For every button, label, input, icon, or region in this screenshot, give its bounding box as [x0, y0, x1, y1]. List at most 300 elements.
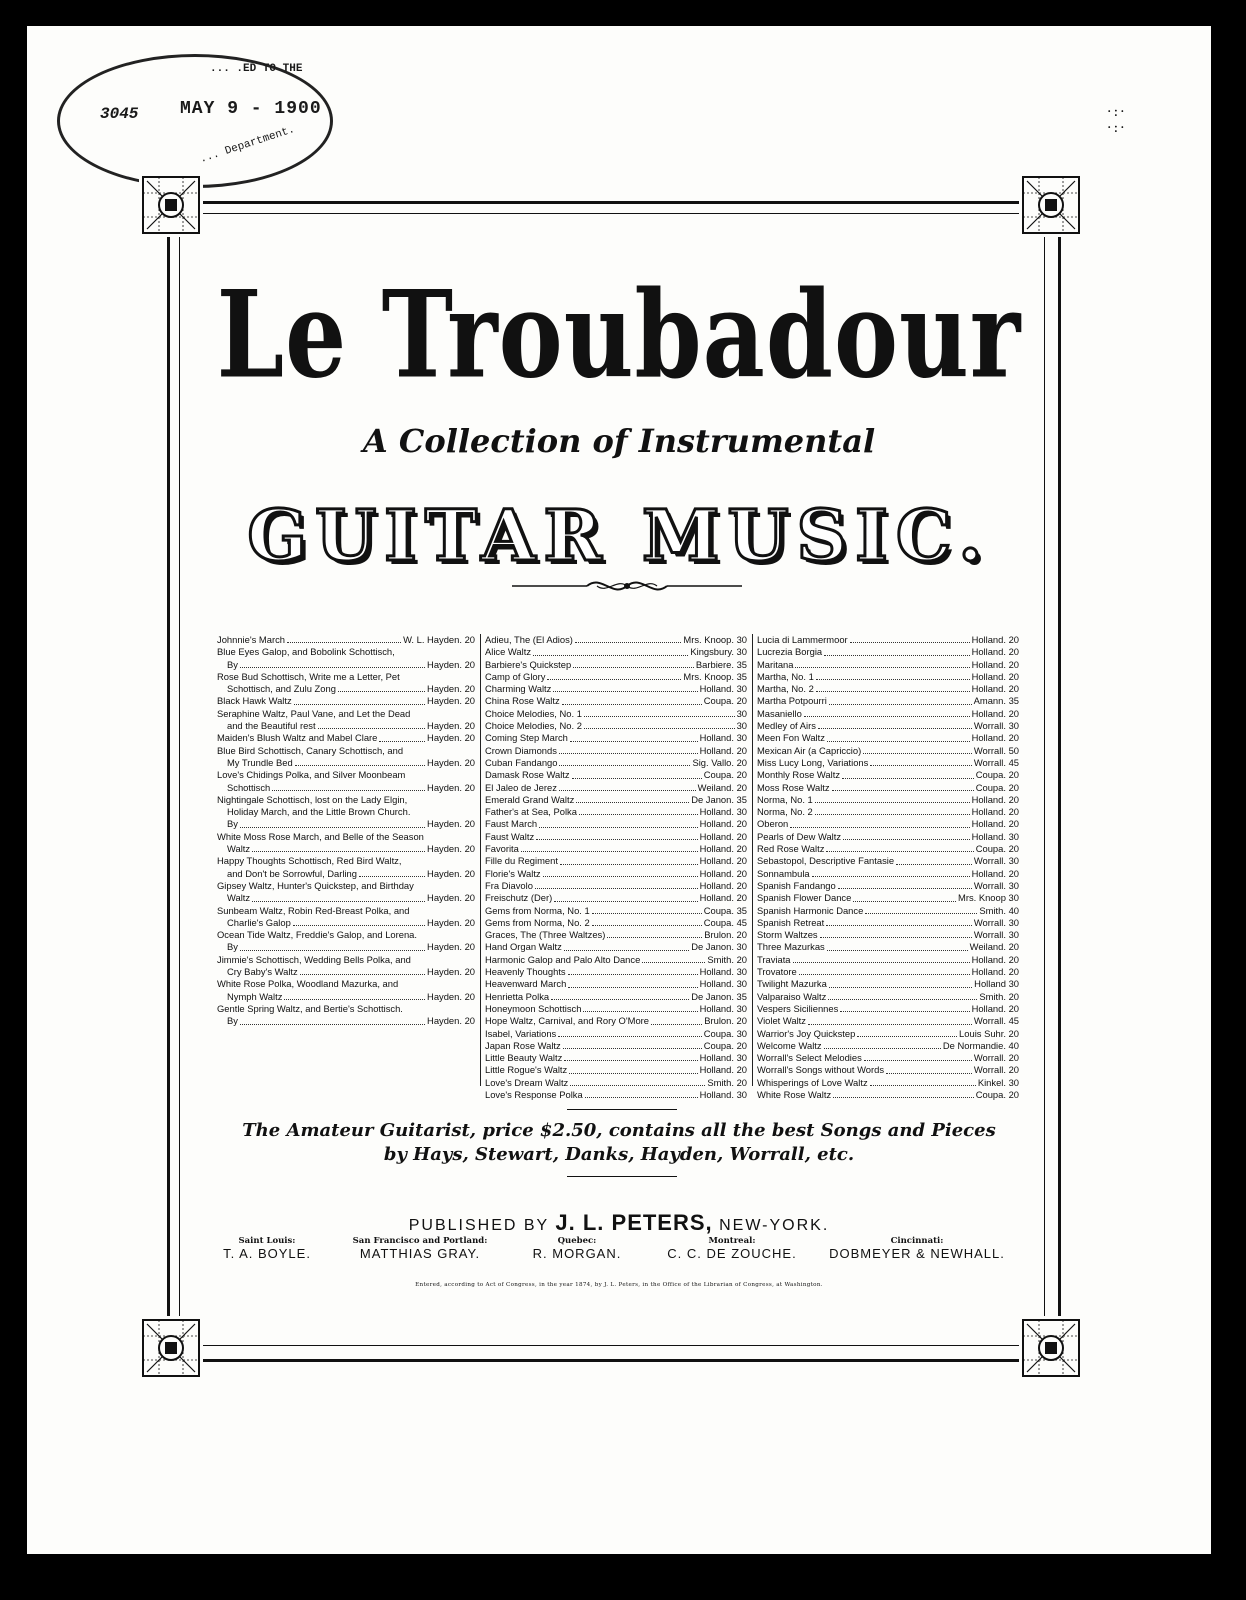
- catalog-entry: [217, 720, 475, 732]
- entry-composer-price: Holland. 30: [699, 732, 747, 744]
- catalog-entry: [757, 966, 1019, 978]
- entry-title: and Don't be Sorrowful, Darling: [227, 867, 357, 879]
- entry-title: Schottisch, and Zulu Zong: [227, 683, 336, 695]
- entry-title: Charlie's Galop: [227, 916, 291, 928]
- catalog-entry-text: Ocean Tide Waltz, Freddie's Galop, and Lorena.: [217, 929, 417, 941]
- leader-dots: [793, 954, 970, 963]
- agent-city: Saint Louis:: [238, 1236, 296, 1246]
- leader-dots: [818, 720, 972, 729]
- catalog-entry: [757, 917, 1019, 929]
- leader-dots: [790, 818, 969, 827]
- leader-dots: [592, 917, 702, 926]
- leader-dots: [294, 695, 425, 704]
- catalog-entry: [757, 1077, 1019, 1089]
- leader-dots: [521, 843, 698, 852]
- leader-dots: [592, 905, 702, 914]
- leader-dots: [575, 634, 682, 643]
- entry-composer-price: Hayden. 20: [427, 990, 475, 1002]
- entry-title: Martha Potpourri: [757, 695, 827, 707]
- leader-dots: [824, 1040, 941, 1049]
- agent-name: T. A. BOYLE.: [223, 1246, 311, 1261]
- catalog-entry: [757, 868, 1019, 880]
- catalog-entry: [485, 782, 747, 794]
- leader-dots: [584, 708, 735, 717]
- stamp-number: 3045: [100, 105, 139, 123]
- leader-dots: [865, 905, 977, 914]
- entry-title: Fille du Regiment: [485, 855, 558, 867]
- catalog-entry: [757, 991, 1019, 1003]
- leader-dots: [252, 892, 425, 901]
- leader-dots: [338, 683, 425, 692]
- entry-title: Norma, No. 1: [757, 793, 813, 805]
- catalog-entry: [757, 720, 1019, 732]
- entry-title: Schottisch: [227, 781, 271, 793]
- catalog-entry: [217, 683, 475, 695]
- catalog-entry: [485, 929, 747, 941]
- entry-composer-price: Holland. 20: [971, 634, 1019, 645]
- stamp-department: ... Department.: [198, 123, 297, 167]
- entry-title: Love's Response Polka: [485, 1088, 583, 1100]
- entry-title: Barbiere's Quickstep: [485, 658, 572, 670]
- entry-title: Twilight Mazurka: [757, 978, 827, 990]
- leader-dots: [547, 671, 681, 680]
- catalog-entry: [757, 954, 1019, 966]
- entry-composer-price: Hayden. 20: [427, 732, 475, 744]
- agent-name: C. C. DE ZOUCHE.: [667, 1246, 797, 1261]
- entry-composer-price: Holland. 30: [699, 683, 747, 695]
- leader-dots: [570, 732, 698, 741]
- catalog-entry-text: Gentle Spring Waltz, and Bertie's Schottisch.: [217, 1002, 403, 1014]
- entry-composer-price: Hayden. 20: [427, 966, 475, 978]
- catalog-entry: [485, 966, 747, 978]
- catalog-entry: [757, 905, 1019, 917]
- entry-title: Mexican Air (a Capriccio): [757, 744, 862, 756]
- catalog-entry: [757, 1064, 1019, 1076]
- leader-dots: [293, 917, 425, 926]
- entry-composer-price: Hayden. 20: [427, 916, 475, 928]
- leader-dots: [559, 745, 698, 754]
- entry-title: Favorita: [485, 843, 519, 855]
- entry-composer-price: Holland. 20: [699, 744, 747, 756]
- agent-san-francisco: [345, 1236, 495, 1261]
- leader-dots: [562, 695, 702, 704]
- entry-title: Sonnambula: [757, 867, 810, 879]
- catalog-entry: [757, 1089, 1019, 1101]
- entry-title: Japan Rose Waltz: [485, 1039, 561, 1051]
- entry-title: Pearls of Dew Waltz: [757, 830, 842, 842]
- entry-title: Choice Melodies, No. 1: [485, 707, 582, 719]
- entry-composer-price: Coupa. 30: [703, 1027, 747, 1039]
- catalog-entry: [757, 671, 1019, 683]
- entry-title: Warrior's Joy Quickstep: [757, 1027, 856, 1039]
- catalog-entry: [757, 818, 1019, 830]
- sheet-page: [27, 26, 1211, 1554]
- entry-composer-price: Worrall. 20: [973, 1064, 1019, 1076]
- entry-composer-price: Worrall. 20: [973, 1052, 1019, 1064]
- leader-dots: [240, 1015, 425, 1024]
- leader-dots: [558, 1028, 702, 1037]
- entry-title: Graces, The (Three Waltzes): [485, 929, 606, 941]
- entry-composer-price: Holland. 30: [971, 830, 1019, 842]
- entry-title: Crown Diamonds: [485, 744, 557, 756]
- catalog-entry-text: Blue Bird Schottisch, Canary Schottisch, and: [217, 744, 404, 756]
- catalog-entry: [485, 683, 747, 695]
- entry-title: Choice Melodies, No. 2: [485, 720, 582, 732]
- leader-dots: [553, 683, 697, 692]
- catalog-entry: [757, 855, 1019, 867]
- catalog-entry: [217, 782, 475, 794]
- entry-title: By: [227, 941, 238, 953]
- leader-dots: [240, 659, 425, 668]
- corner-ornament-bottom-right: [1019, 1316, 1083, 1380]
- catalog-entry: [217, 634, 475, 646]
- catalog-entry-text: White Moss Rose March, and Belle of the Season: [217, 830, 424, 842]
- entry-title: Whisperings of Love Waltz: [757, 1076, 868, 1088]
- agent-city: Montreal:: [708, 1236, 756, 1246]
- catalog-entry: [757, 1003, 1019, 1015]
- entry-composer-price: Brulon. 20: [704, 929, 747, 941]
- entry-composer-price: Barbiere. 35: [695, 658, 747, 670]
- entry-title: Black Hawk Waltz: [217, 695, 292, 707]
- catalog-column-3: [757, 634, 1019, 1101]
- catalog-entry: [485, 1015, 747, 1027]
- leader-dots: [559, 757, 690, 766]
- catalog-entry: [485, 978, 747, 990]
- entry-composer-price: Holland. 20: [971, 707, 1019, 719]
- catalog-entry: [485, 1040, 747, 1052]
- catalog-column-2: [485, 634, 747, 1101]
- leader-dots: [272, 782, 425, 791]
- entry-title: Gems from Norma, No. 2: [485, 916, 590, 928]
- leader-dots: [815, 794, 970, 803]
- entry-title: Sebastopol, Descriptive Fantasie: [757, 855, 895, 867]
- entry-composer-price: Holland. 20: [971, 683, 1019, 695]
- publisher-city: NEW-YORK.: [719, 1217, 830, 1234]
- catalog-entry: [485, 855, 747, 867]
- entry-title: By: [227, 818, 238, 830]
- entry-title: Traviata: [757, 953, 791, 965]
- leader-dots: [240, 941, 425, 950]
- entry-composer-price: De Janon. 30: [691, 941, 747, 953]
- leader-dots: [536, 831, 697, 840]
- leader-dots: [252, 843, 425, 852]
- entry-title: Trovatore: [757, 966, 797, 978]
- entry-title: Masaniello: [757, 707, 802, 719]
- catalog-entry: [485, 831, 747, 843]
- leader-dots: [870, 1077, 976, 1086]
- catalog-entry: [485, 892, 747, 904]
- catalog-entry: [485, 732, 747, 744]
- catalog-entry: [485, 757, 747, 769]
- agent-cincinnati: [817, 1236, 1017, 1261]
- leader-dots: [804, 708, 970, 717]
- entry-title: Spanish Flower Dance: [757, 892, 852, 904]
- entry-composer-price: Worrall. 30: [973, 720, 1019, 732]
- catalog-entry: [485, 843, 747, 855]
- entry-title: Gems from Norma, No. 1: [485, 904, 590, 916]
- entry-title: Worrall's Select Melodies: [757, 1052, 862, 1064]
- entry-composer-price: Hayden. 20: [427, 892, 475, 904]
- leader-dots: [808, 1015, 972, 1024]
- catalog-entry: [757, 880, 1019, 892]
- entry-composer-price: Kinkel. 30: [977, 1076, 1019, 1088]
- leader-dots: [554, 892, 697, 901]
- entry-composer-price: Holland. 20: [971, 646, 1019, 658]
- entry-title: Emerald Grand Waltz: [485, 793, 575, 805]
- entry-title: Meen Fon Waltz: [757, 732, 825, 744]
- entry-title: Honeymoon Schottisch: [485, 1002, 582, 1014]
- entry-composer-price: Holland. 20: [971, 658, 1019, 670]
- entry-composer-price: Worrall. 45: [973, 1015, 1019, 1027]
- leader-dots: [840, 1003, 969, 1012]
- leader-dots: [826, 917, 972, 926]
- leader-dots: [583, 1003, 697, 1012]
- entry-composer-price: Holland. 20: [971, 966, 1019, 978]
- entry-composer-price: Smith. 40: [979, 904, 1019, 916]
- leader-dots: [842, 769, 974, 778]
- entry-title: Worrall's Songs without Words: [757, 1064, 885, 1076]
- leader-dots: [816, 683, 970, 692]
- entry-composer-price: Holland. 30: [699, 966, 747, 978]
- entry-composer-price: Coupa. 20: [975, 781, 1019, 793]
- entry-composer-price: Louis Suhr. 20: [959, 1027, 1019, 1039]
- flourish-ornament: [507, 574, 747, 598]
- column-divider: [752, 634, 753, 1086]
- entry-composer-price: Hayden. 20: [427, 720, 475, 732]
- catalog-entry: [757, 831, 1019, 843]
- catalog-entry: [217, 732, 475, 744]
- catalog-entry: [485, 818, 747, 830]
- entry-title: Waltz: [227, 892, 251, 904]
- entry-composer-price: Coupa. 35: [703, 904, 747, 916]
- entry-title: Miss Lucy Long, Variations: [757, 756, 869, 768]
- leader-dots: [815, 806, 970, 815]
- entry-composer-price: Mrs. Knoop 30: [958, 892, 1019, 904]
- leader-dots: [607, 929, 702, 938]
- entry-title: Welcome Waltz: [757, 1039, 822, 1051]
- entry-composer-price: Hayden. 20: [427, 695, 475, 707]
- catalog-entry: [757, 782, 1019, 794]
- entry-title: Love's Dream Waltz: [485, 1076, 569, 1088]
- leader-dots: [240, 818, 425, 827]
- catalog-entry: [485, 1089, 747, 1101]
- agent-city: Cincinnati:: [890, 1236, 944, 1246]
- leader-dots: [300, 966, 425, 975]
- leader-dots: [864, 1052, 972, 1061]
- entry-composer-price: 30: [736, 720, 747, 732]
- subtitle: A Collection of Instrumental: [362, 422, 876, 460]
- catalog-entry: [757, 659, 1019, 671]
- catalog-entry: [757, 745, 1019, 757]
- entry-composer-price: Coupa. 45: [703, 916, 747, 928]
- entry-title: Spanish Harmonic Dance: [757, 904, 864, 916]
- entry-composer-price: De Normandie. 40: [942, 1039, 1019, 1051]
- entry-title: Henrietta Polka: [485, 990, 550, 1002]
- leader-dots: [535, 880, 698, 889]
- leader-dots: [585, 1089, 698, 1098]
- catalog-entry: [757, 941, 1019, 953]
- leader-dots: [795, 659, 969, 668]
- agent-montreal: [657, 1236, 807, 1261]
- catalog-entry-text: Gipsey Waltz, Hunter's Quickstep, and Birthday: [217, 879, 414, 891]
- entry-composer-price: Hayden. 20: [427, 756, 475, 768]
- catalog-entry: [217, 941, 475, 953]
- publisher-name: J. L. PETERS,: [555, 1210, 713, 1235]
- catalog-entry: [217, 818, 475, 830]
- entry-composer-price: Holland. 30: [699, 1052, 747, 1064]
- leader-dots: [572, 769, 702, 778]
- catalog-entry: [485, 880, 747, 892]
- leader-dots: [651, 1015, 702, 1024]
- agent-city: San Francisco and Portland:: [352, 1236, 488, 1246]
- entry-composer-price: Weiland. 20: [697, 781, 747, 793]
- leader-dots: [570, 1077, 705, 1086]
- entry-composer-price: Holland. 20: [971, 793, 1019, 805]
- entry-title: Lucia di Lammermoor: [757, 634, 848, 645]
- entry-title: Violet Waltz: [757, 1015, 806, 1027]
- entry-title: Florie's Waltz: [485, 867, 541, 879]
- divider-rule: [567, 1109, 677, 1110]
- catalog-entry-text: Blue Eyes Galop, and Bobolink Schottisch,: [217, 646, 395, 658]
- corner-ornament-bottom-left: [139, 1316, 203, 1380]
- entry-composer-price: Holland. 30: [699, 1002, 747, 1014]
- catalog-entry: [757, 634, 1019, 646]
- entry-composer-price: Holland. 20: [699, 879, 747, 891]
- catalog-entry-text: Rose Bud Schottisch, Write me a Letter, Pet: [217, 670, 400, 682]
- leader-dots: [359, 868, 425, 877]
- catalog-entry: [485, 646, 747, 658]
- entry-title: Martha, No. 1: [757, 670, 814, 682]
- entry-title: Nymph Waltz: [227, 990, 283, 1002]
- entry-title: Heavenly Thoughts: [485, 966, 566, 978]
- catalog-entry-text: Nightingale Schottisch, lost on the Lady Elgin,: [217, 793, 408, 805]
- catalog-entry-text: Love's Chidings Polka, and Silver Moonbeam: [217, 769, 406, 781]
- stamp-date: MAY 9 - 1900: [180, 99, 322, 119]
- entry-composer-price: Hayden. 20: [427, 658, 475, 670]
- leader-dots: [559, 782, 696, 791]
- publisher-line: [27, 1210, 1211, 1236]
- leader-dots: [287, 634, 401, 643]
- entry-composer-price: Hayden. 20: [427, 843, 475, 855]
- catalog-entry: [757, 1040, 1019, 1052]
- catalog-entry: [757, 806, 1019, 818]
- entry-composer-price: Weiland. 20: [969, 941, 1019, 953]
- amateur-line-1: The Amateur Guitarist, price $2.50, contains all the best Songs and Pieces: [242, 1120, 996, 1141]
- catalog-entry: [217, 917, 475, 929]
- leader-dots: [799, 966, 970, 975]
- entry-title: Camp of Glory: [485, 670, 546, 682]
- catalog-entry: [485, 868, 747, 880]
- leader-dots: [584, 720, 735, 729]
- entry-title: Oberon: [757, 818, 789, 830]
- entry-composer-price: Amann. 35: [973, 695, 1019, 707]
- catalog-entry-text: Happy Thoughts Schottisch, Red Bird Waltz,: [217, 855, 402, 867]
- leader-dots: [853, 892, 956, 901]
- agent-name: MATTHIAS GRAY.: [359, 1246, 481, 1261]
- entry-title: Maritana: [757, 658, 794, 670]
- catalog-entry: [757, 1052, 1019, 1064]
- leader-dots: [896, 855, 972, 864]
- stamp-top-text: ... .ED TO THE: [210, 63, 303, 75]
- entry-composer-price: De Janon. 35: [691, 793, 747, 805]
- entry-composer-price: Coupa. 20: [703, 769, 747, 781]
- catalog-entry: [485, 1003, 747, 1015]
- catalog-entry: [485, 1052, 747, 1064]
- entry-title: Cuban Fandango: [485, 756, 558, 768]
- entry-title: Hand Organ Waltz: [485, 941, 562, 953]
- leader-dots: [829, 695, 972, 704]
- entry-composer-price: Kingsbury. 30: [690, 646, 747, 658]
- entry-title: By: [227, 658, 238, 670]
- catalog-entry: [757, 794, 1019, 806]
- catalog-entry: [485, 659, 747, 671]
- leader-dots: [539, 818, 697, 827]
- catalog-entry: [485, 720, 747, 732]
- leader-dots: [833, 1089, 974, 1098]
- entry-composer-price: Coupa. 20: [703, 1039, 747, 1051]
- catalog-entry: [485, 671, 747, 683]
- leader-dots: [551, 991, 689, 1000]
- leader-dots: [560, 855, 698, 864]
- leader-dots: [812, 868, 970, 877]
- leader-dots: [318, 720, 425, 729]
- catalog-entry-text: Sunbeam Waltz, Robin Red-Breast Polka, and: [217, 904, 410, 916]
- entry-title: Johnnie's March: [217, 634, 285, 645]
- entry-composer-price: Holland. 30: [699, 978, 747, 990]
- catalog-entry: [217, 757, 475, 769]
- entry-title: Spanish Fandango: [757, 879, 836, 891]
- leader-dots: [579, 806, 698, 815]
- leader-dots: [295, 757, 425, 766]
- entry-title: Damask Rose Waltz: [485, 769, 570, 781]
- leader-dots: [642, 954, 705, 963]
- entry-title: Heavenward March: [485, 978, 567, 990]
- entry-composer-price: Coupa. 20: [703, 695, 747, 707]
- entry-title: My Trundle Bed: [227, 756, 293, 768]
- entry-composer-price: Coupa. 20: [975, 769, 1019, 781]
- corner-ornament-top-right: [1019, 173, 1083, 237]
- leader-dots: [827, 732, 970, 741]
- catalog-entry: [485, 1028, 747, 1040]
- entry-title: Faust March: [485, 818, 538, 830]
- entry-title: Harmonic Galop and Palo Alto Dance: [485, 953, 641, 965]
- entry-composer-price: Holland. 20: [699, 818, 747, 830]
- entry-composer-price: Worrall. 30: [973, 916, 1019, 928]
- entry-title: Fra Diavolo: [485, 879, 533, 891]
- catalog-column-1: [217, 634, 475, 1028]
- entry-title: Lucrezia Borgia: [757, 646, 823, 658]
- entry-composer-price: Holland. 20: [699, 830, 747, 842]
- entry-title: Moss Rose Waltz: [757, 781, 830, 793]
- entry-title: Monthly Rose Waltz: [757, 769, 841, 781]
- leader-dots: [863, 745, 972, 754]
- catalog-entry: [217, 1015, 475, 1027]
- entry-composer-price: Holland. 20: [971, 1002, 1019, 1014]
- entry-composer-price: Smith. 20: [979, 990, 1019, 1002]
- leader-dots: [838, 880, 972, 889]
- entry-title: China Rose Waltz: [485, 695, 560, 707]
- catalog-entry: [217, 843, 475, 855]
- copyright-notice: Entered, according to Act of Congress, in the year 1874, by J. L. Peters, in the Office of the Librarian of Congress, at Washington.: [415, 1282, 823, 1288]
- entry-title: Cry Baby's Waltz: [227, 966, 298, 978]
- entry-title: Spanish Retreat: [757, 916, 825, 928]
- entry-composer-price: Worrall. 30: [973, 879, 1019, 891]
- catalog-entry: [485, 954, 747, 966]
- entry-composer-price: Coupa. 20: [975, 1088, 1019, 1100]
- leader-dots: [568, 966, 698, 975]
- leader-dots: [829, 978, 972, 987]
- entry-title: Isabel, Variations: [485, 1027, 557, 1039]
